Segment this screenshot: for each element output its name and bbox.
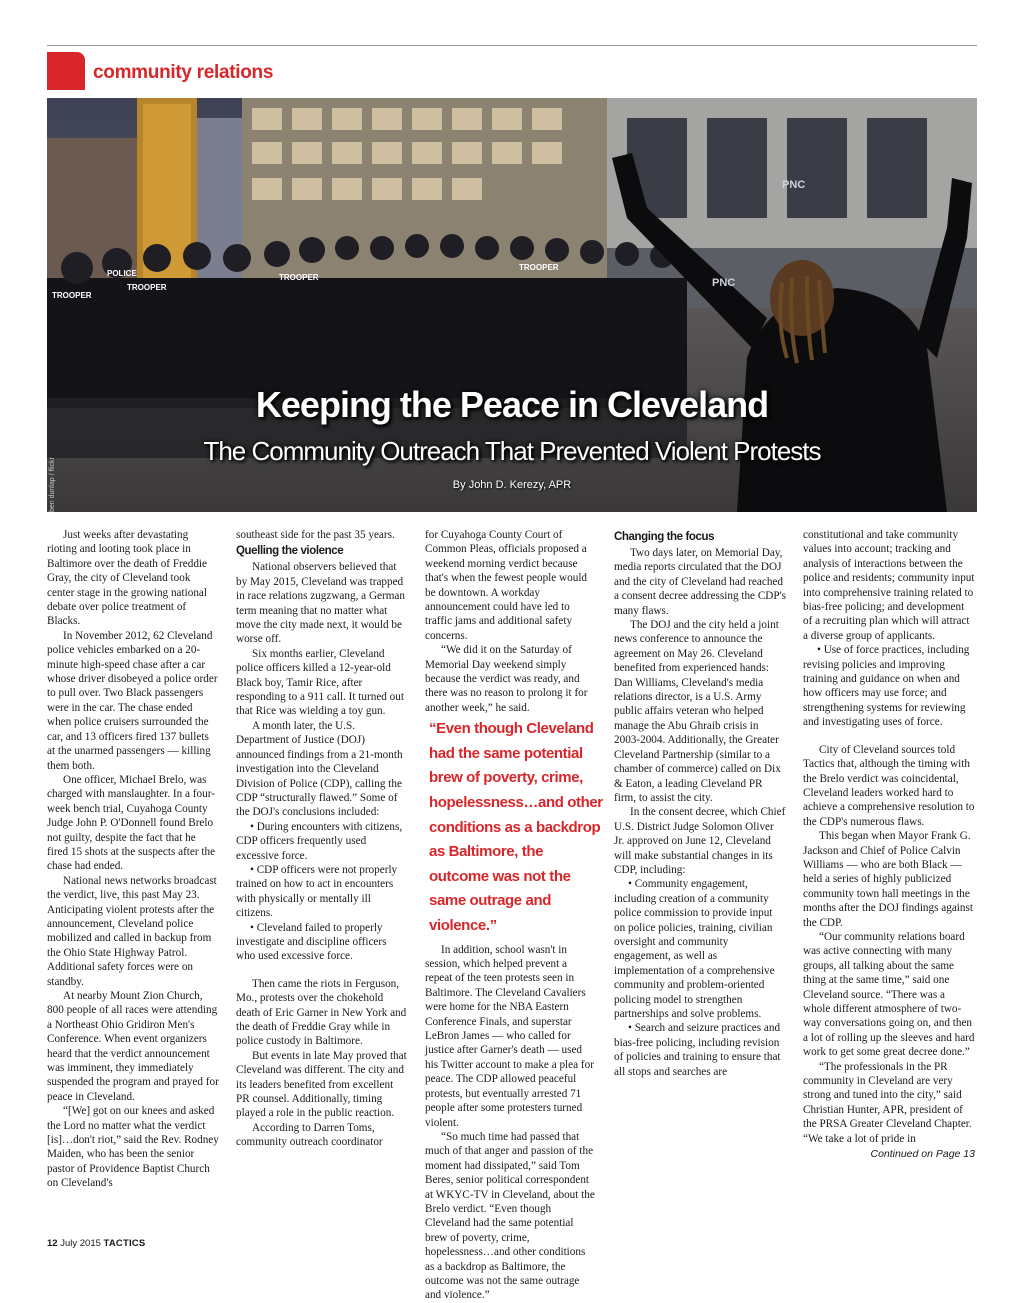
bullet-paragraph: • Search and seizure practices and bias-free policing, including revision of policies and training to ensure that all stops and searches are [614,1022,781,1078]
section-label: community relations [93,62,274,83]
photo-credit-text: ben dunlap / flickr [49,457,56,512]
body-paragraph: “We did it on the Saturday of Memorial Day weekend simply because the verdict was ready, and there was no reason to prolong it for another week,” he said. [425,644,588,714]
body-paragraph: Then came the riots in Ferguson, Mo., protests over the chokehold death of Eric Garner in New York and the death of Freddie Gray while in police custody in Baltimore. [236,977,407,1048]
body-paragraph: “The professionals in the PR community in Cleveland are very strong and tuned into the city,” said Christian Hunter, APR, president of the PRSA Greater Cleveland Chapter. “We take a lot of pride in [803,1060,972,1145]
article-byline: By John D. Kerezy, APR [452,479,572,491]
bullet-paragraph: • During encounters with citizens, CDP officers frequently used excessive force. [236,820,403,862]
body-paragraph: National news networks broadcast the verdict, live, this past May 23. Anticipating violent protests after the announcement, Cleveland police mobilized and called in backup from the Ohio State Highway Patrol. Additional safety forces were on standby. [47,874,217,988]
body-paragraph: southeast side for the past 35 years. [236,529,395,541]
vest-text: TROOPER [127,283,167,292]
body-paragraph: At nearby Mount Zion Church, 800 people of all races were attending a Northeast Ohio Gridiron Men's Conference. When event organizers heard that the verdict announcement was imminent, they immediately suspended the program and prayed for peace in Cleveland. [47,990,219,1103]
storefront-sign: PNC [782,179,806,191]
pull-quote: “Even though Cleveland had the same potential brew of poverty, crime, hopelessness…and other conditions as a backdrop as Baltimore, the outcome was not the same outrage and violence.” [429,720,603,935]
body-paragraph: One officer, Michael Brelo, was charged with manslaughter. In a four-week bench trial, Cuyahoga County Judge John P. O'Donnell found Brelo not guilty, despite the fact that he fired 15 shots at the suspects after the chase had ended. [47,773,216,873]
top-rule [47,45,977,46]
body-paragraph: Just weeks after devastating rioting and looting took place in Baltimore over the death of Freddie Gray, the city of Cleveland took center stage in the growing national debate over police treatment of Blacks. [47,529,207,628]
bullet-paragraph: • CDP officers were not properly trained on how to act in encounters with physically or mentally ill citizens. [236,863,398,920]
body-paragraph: constitutional and take community values into account; tracking and analysis of interactions between the police and residents; community input into comprehensive training related to bias-free policing; and development of a recruiting plan which will attract a diverse group of applicants. [803,529,975,642]
body-paragraph: According to Darren Toms, community outreach coordinator [236,1121,383,1149]
body-paragraph: National observers believed that by May 2015, Cleveland was trapped in race relations zugzwang, a German term meaning that no matter what move the city made next, it would be worse off. [236,561,405,646]
article-column-4 [614,528,786,1079]
body-paragraph: In the consent decree, which Chief U.S. District Judge Solomon Oliver Jr. approved on June 12, Cleveland will make substantial changes in its CDP, including: [614,806,786,876]
bullet-paragraph: • Use of force practices, including revising policies and improving training and guidance on when and how officers may use force; and strengthening systems for reviewing and investigating uses of force. [803,644,970,729]
bullet-paragraph: • Community engagement, including creation of a community police commission to provide input on police policies, training, civilian oversight and community engagement, as well as implementation of a comprehensive community and problem-oriented policing model to strengthen partnerships and solve problems. [614,878,775,1020]
issue-date: July 2015 [60,1238,101,1249]
body-paragraph: In addition, school wasn't in session, which helped prevent a repeat of the teen protests seen in Baltimore. The Cleveland Cavaliers were home for the NBA Eastern Conference Finals, and superstar LeBron James — who called for justice after Garner's death — used his Twitter account to make a plea for peace. The CDP allowed peaceful protests, but eventually arrested 71 people after some protesters turned violent. [425,943,594,1129]
subhead: Quelling the violence [236,545,344,558]
storefront-sign: PNC [712,277,736,289]
vest-text: TROOPER [52,291,92,300]
photo-credit [49,457,60,512]
article-column-5 [803,528,975,1161]
body-paragraph: This began when Mayor Frank G. Jackson and Chief of Police Calvin Williams — who are both Black — held a series of highly publicized community town hall meetings in the months after the DOJ findings against the CDP. [803,830,973,929]
body-paragraph: “So much time had passed that much of that anger and passion of the moment had dissipated,” said Tom Beres, senior political correspondent at WKYC-TV in Cleveland, about the Brelo verdict. “Even though Cleveland had the same potential brew of poverty, crime, hopelessness…and other conditions as a backdrop as Baltimore, the outcome was not the same outrage and violence.” [425,1130,595,1302]
body-paragraph: Six months earlier, Cleveland police officers killed a 12-year-old Black boy, Tamir Rice, after responding to a 911 call. It turned out that Rice was wielding a toy gun. [236,647,404,718]
body-paragraph: The DOJ and the city held a joint news conference to announce the agreement on May 26. Cleveland benefited from experienced hands: Dan Williams, Cleveland's media relations director, is a U.S. Army public affairs veteran who helped manage the Abu Ghraib crisis in 2003-2004. Additionally, the Greater Cleveland Partnership (similar to a chamber of commerce) called on Dix & Eaton, a leading Cleveland PR firm, to assist the city. [614,619,781,804]
body-paragraph: A month later, the U.S. Department of Justice (DOJ) announced findings from a 21-month investigation into the Cleveland Division of Police (CDP), calling the CDP “structurally flawed.” Some of the DOJ's conclusions included: [236,719,403,819]
vest-text: POLICE [107,269,137,278]
vest-text: TROOPER [279,273,319,282]
section-tab-mark [47,52,85,90]
article-column-2 [236,528,408,1150]
body-paragraph: Two days later, on Memorial Day, media reports circulated that the DOJ and the city of Cleveland had reached a consent decree addressing the CDP's many flaws. [614,547,786,617]
body-paragraph: But events in late May proved that Cleveland was different. The city and its leaders benefited from excellent PR counsel. Additionally, timing played a role in the public reaction. [236,1049,407,1120]
body-paragraph: for Cuyahoga County Court of Common Pleas, officials proposed a weekend morning verdict because that's when the fewest people would be downtown. A workday announcement could have led to traffic jams and additional safety concerns. [425,529,588,642]
body-paragraph: “[We] got on our knees and asked the Lord no matter what the verdict [is]…don't riot,” said the Rev. Rodney Maiden, who has been the senior pastor of Providence Baptist Church on Cleveland's [47,1105,219,1190]
body-paragraph: In November 2012, 62 Cleveland police vehicles embarked on a 20-minute high-speed chase after a car whose driver disobeyed a police order to pull over. Two Black passengers were in the car. The chase ended when police cruisers surrounded the car, and 13 officers fired 137 bullets at the unarmed passengers — killing them both. [47,629,218,772]
subhead: Changing the focus [614,531,715,543]
body-paragraph: City of Cleveland sources told Tactics that, although the timing with the Brelo verdict was coincidental, Cleveland leaders worked hard to achieve a comprehensive resolution to the CDP's numerous flaws. [803,743,975,828]
magazine-name: TACTICS [103,1238,146,1249]
article-title: Keeping the Peace in Cleveland [255,384,769,425]
body-paragraph: “Our community relations board was active connecting with many groups, all talking about the same thing at the same time,” said one Cleveland source. “There was a whole different atmosphere of two-way conversations going on, and then a lot of rolling up the sleeves and hard work to get some great decree done.” [803,930,975,1059]
article-column-3 [425,528,603,1303]
page-footer [47,1238,145,1249]
vest-text: TROOPER [519,263,559,272]
article-column-1 [47,528,219,1191]
page-number: 12 [47,1238,58,1249]
article-subtitle: The Community Outreach That Prevented Violent Protests [203,436,821,466]
continued-on-page: Continued on Page 13 [870,1148,975,1161]
bullet-paragraph: • Cleveland failed to properly investigate and discipline officers who used excessive force. [236,921,387,963]
hero-photo [47,98,977,512]
